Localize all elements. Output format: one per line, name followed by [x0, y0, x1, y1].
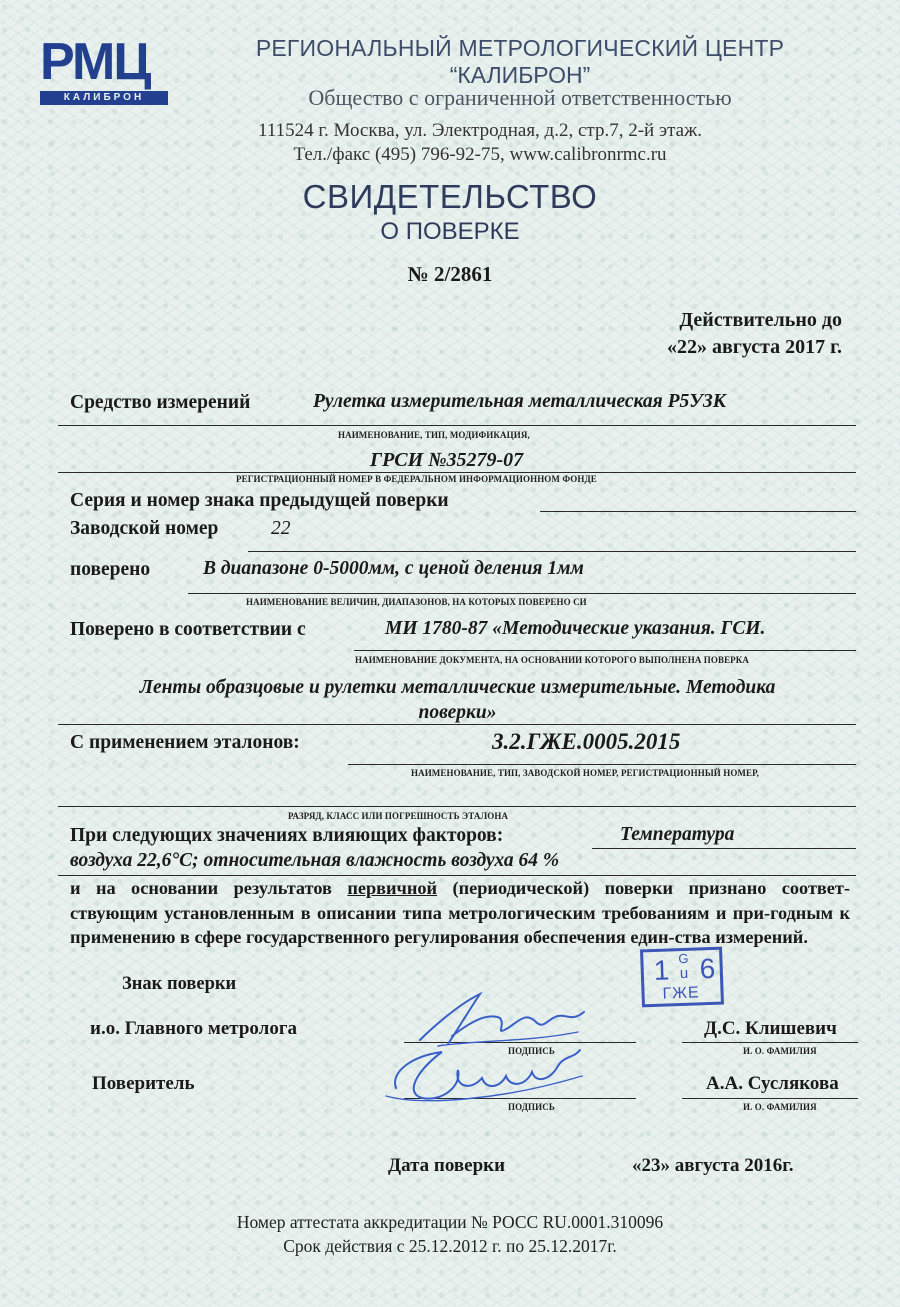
standards-value: 3.2.ГЖЕ.0005.2015 — [492, 729, 681, 754]
accreditation-validity: Срок действия с 25.12.2012 г. по 25.12.2017г. — [283, 1236, 617, 1256]
org-contacts: Тел./факс (495) 796-92-75, www.calibronrmc.ru — [293, 144, 667, 165]
conclusion-part2: (периодической) поверки признано соответ-ствующим установленным в описании типа метрологическим требованиям и при-годным к применению в сфере государственного регулирования обеспечения един-ства измерений. — [70, 878, 850, 947]
verifier-role: Поверитель — [92, 1073, 195, 1094]
verifier-sign-caption: ПОДПИСЬ — [508, 1102, 555, 1112]
stamp-digit-2: 6 — [699, 952, 716, 985]
verifier-name-line — [682, 1098, 858, 1099]
accordance-cont-line — [58, 724, 856, 725]
registry-line — [58, 472, 856, 473]
stamp-mid: u — [679, 964, 689, 983]
stamp-digit-1: 1 — [653, 954, 670, 986]
instrument-value: Рулетка измерительная металлическая Р5УЗК — [313, 391, 726, 412]
standards-caption-2: РАЗРЯД, КЛАСС ИЛИ ПОГРЕШНОСТЬ ЭТАЛОНА — [288, 811, 509, 821]
stamp-top: G — [678, 950, 689, 967]
accordance-caption: НАИМЕНОВАНИЕ ДОКУМЕНТА, НА ОСНОВАНИИ КОТОРОГО ВЫПОЛНЕНА ПОВЕРКА — [355, 655, 749, 665]
verifier-signature — [382, 1036, 592, 1112]
metrologist-role: и.о. Главного метролога — [90, 1018, 297, 1039]
document-subtitle: О ПОВЕРКЕ — [380, 218, 520, 245]
verification-date-label: Дата поверки — [388, 1155, 506, 1176]
verifier-name-caption: И. О. ФАМИЛИЯ — [743, 1102, 817, 1112]
instrument-label: Средство измерений — [70, 392, 251, 413]
accordance-value: МИ 1780-87 «Методические указания. ГСИ. — [385, 618, 766, 639]
validity-block — [667, 307, 842, 361]
validity-label: Действительно до — [679, 309, 842, 331]
accordance-continued-1: Ленты образцовые и рулетки металлические измерительные. Методика — [139, 677, 776, 698]
prev-mark-line — [540, 511, 856, 512]
logo-letters: РМЦ — [40, 33, 150, 91]
verified-caption: НАИМЕНОВАНИЕ ВЕЛИЧИН, ДИАПАЗОНОВ, НА КОТОРЫХ ПОВЕРЕНО СИ — [246, 597, 587, 607]
document-title: СВИДЕТЕЛЬСТВО — [302, 178, 598, 215]
org-name-line2: “КАЛИБРОН” — [449, 62, 591, 88]
standards-caption-1: НАИМЕНОВАНИЕ, ТИП, ЗАВОДСКОЙ НОМЕР, РЕГИСТРАЦИОННЫЙ НОМЕР, — [411, 768, 759, 778]
registry-caption: РЕГИСТРАЦИОННЫЙ НОМЕР В ФЕДЕРАЛЬНОМ ИНФОРМАЦИОННОМ ФОНДЕ — [236, 474, 597, 484]
metrologist-name: Д.С. Клишевич — [704, 1018, 837, 1039]
accordance-continued-2: поверки» — [418, 702, 497, 723]
verifier-name: А.А. Суслякова — [706, 1073, 839, 1094]
accordance-label: Поверено в соответствии с — [70, 619, 306, 640]
instrument-caption: НАИМЕНОВАНИЕ, ТИП, МОДИФИКАЦИЯ, — [338, 430, 530, 440]
conclusion-underlined: первичной — [347, 878, 438, 898]
serial-value: 22 — [271, 518, 291, 539]
verified-value: В диапазоне 0-5000мм, с ценой деления 1мм — [203, 558, 584, 579]
org-address: 111524 г. Москва, ул. Электродная, д.2, стр.7, 2-й этаж. — [258, 120, 702, 141]
prev-mark-label: Серия и номер знака предыдущей поверки — [70, 490, 449, 511]
conclusion-paragraph — [70, 876, 850, 950]
metrologist-sign-caption: ПОДПИСЬ — [508, 1046, 555, 1056]
verified-line — [188, 593, 856, 594]
logo-subtitle: КАЛИБРОН — [40, 91, 168, 105]
verification-date-value: «23» августа 2016г. — [632, 1155, 794, 1176]
verification-stamp — [640, 947, 724, 1008]
factors-line-1 — [592, 848, 856, 849]
accreditation-number: Номер аттестата аккредитации № РОСС RU.0001.310096 — [236, 1212, 664, 1232]
stamp-code: ГЖЕ — [662, 984, 700, 1003]
instrument-line — [58, 425, 856, 426]
org-name-line1: РЕГИОНАЛЬНЫЙ МЕТРОЛОГИЧЕСКИЙ ЦЕНТР — [255, 35, 785, 61]
verification-mark-label: Знак поверки — [122, 974, 237, 994]
verified-label: поверено — [70, 559, 151, 580]
standards-line — [348, 764, 856, 765]
accordance-line — [354, 650, 856, 651]
conclusion-part1: и на основании результатов — [70, 878, 348, 898]
standards-label: С применением эталонов: — [70, 732, 300, 753]
document-number: № 2/2861 — [407, 262, 493, 286]
metrologist-name-line — [682, 1042, 858, 1043]
serial-line — [248, 551, 856, 552]
validity-date: «22» августа 2017 г. — [666, 336, 842, 358]
serial-label: Заводской номер — [70, 518, 219, 539]
factors-value-1: Температура — [620, 824, 735, 845]
registry-value: ГРСИ №35279-07 — [370, 449, 524, 471]
org-legal-form: Общество с ограниченной ответственностью — [308, 85, 732, 110]
factors-label: При следующих значениях влияющих факторов: — [70, 825, 504, 846]
factors-value-2: воздуха 22,6°С; относительная влажность воздуха 64 % — [70, 850, 560, 871]
metrologist-name-caption: И. О. ФАМИЛИЯ — [743, 1046, 817, 1056]
org-logo — [40, 33, 168, 106]
standards-line-2 — [58, 806, 856, 807]
